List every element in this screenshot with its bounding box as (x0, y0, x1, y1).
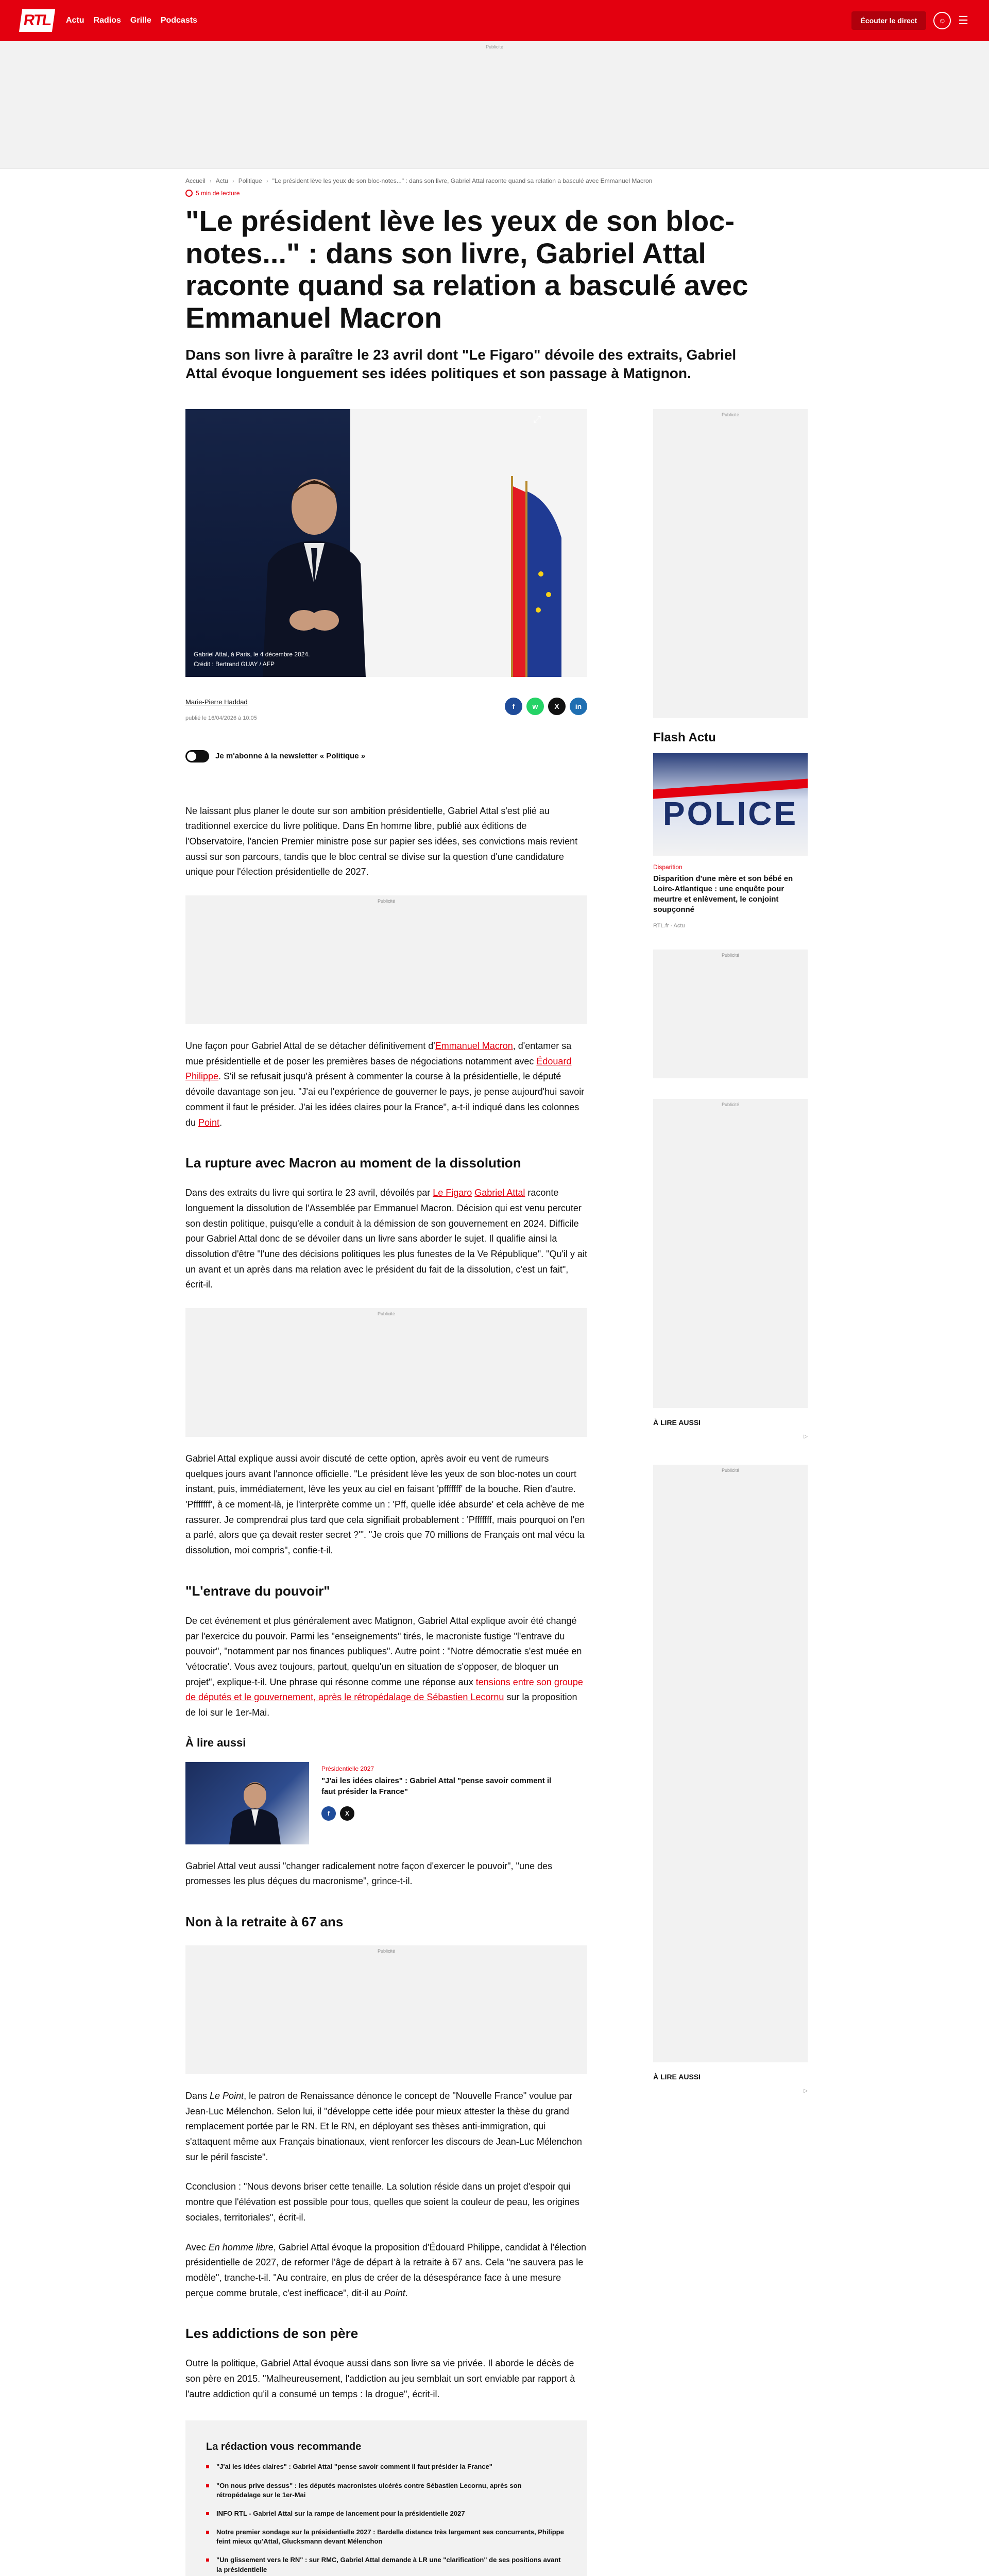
nav-link-grille[interactable]: Grille (130, 16, 151, 25)
flash-kicker: Disparition (653, 863, 683, 871)
article-headline: "Le président lève les yeux de son bloc-notes..." : dans son livre, Gabriel Attal raconte quand sa relation a basculé avec Emmanuel Macron (185, 205, 748, 334)
ad-label: Publicité (377, 1948, 396, 1954)
article-subhead: Dans son livre à paraître le 23 avril dont "Le Figaro" dévoile des extraits, Gabriel Attal évoque longuement ses idées politiques et son passage à Matignon. (185, 346, 737, 382)
article-main (185, 409, 587, 2576)
paragraph-4: Gabriel Attal explique aussi avoir discuté de cette option, après avoir eu vent de rumeurs quelques jours avant l'annonce officielle. "Le président lève les yeux de son bloc-notes un court instant, puis, immédiatement, lève les yeux au ciel en faisant 'pfffffff' de la bouche. Rien d'autre. 'Pfffffff', à ce moment-là, je l'interprète comme un : 'Pff, quelle idée absurde' et cela achève de me rassurer. Je comprendrai plus tard que cela signifiait probablement : 'Pfffffff, mais pourquoi on l'en a parlé, alors que ça devait rester secret ?'". "Je crois que 70 millions de Français ont mal vécu la dissolution, moi compris", confie-t-il. (185, 1453, 585, 1556)
breadcrumb: Accueil › Actu › Politique › "Le président lève les yeux de son bloc-notes..." : dans son livre, Gabriel Attal raconte quand sa relation a basculé avec Emmanuel Macron (185, 177, 653, 184)
recommendation-text[interactable]: "J'ai les idées claires" : Gabriel Attal "pense savoir comment il faut présider la France" (216, 2463, 492, 2471)
text-italic: En homme libre (208, 2242, 274, 2252)
flash-meta: RTL.fr · Actu (653, 922, 685, 929)
paragraph-3 (185, 1185, 587, 1293)
text: sur la proposition de loi sur le 1er-Mai. (185, 1692, 577, 1718)
ad-label: Publicité (721, 1101, 740, 1107)
section-heading-3: Non à la retraite à 67 ans (185, 1914, 344, 1930)
text-italic: Le Point (210, 2091, 244, 2102)
related-article (185, 1736, 587, 1844)
listen-live-button[interactable]: Écouter le direct (851, 11, 927, 30)
link-le-point[interactable]: Point (198, 1117, 220, 1128)
whatsapp-icon[interactable]: w (526, 698, 544, 715)
newsletter-toggle-label: Je m'abonne à la newsletter « Politique » (215, 752, 366, 761)
recommendation-text[interactable]: "On nous prive dessus" : les députés macronistes ulcérés contre Sébastien Lecornu, après son rétropédalage sur le 1er-Mai (216, 2481, 522, 2499)
paragraph-5 (185, 1614, 587, 1721)
flash-actu-image[interactable] (653, 753, 808, 856)
flash-actu-title: Flash Actu (653, 730, 716, 744)
section-heading-1: La rupture avec Macron au moment de la dissolution (185, 1155, 521, 1171)
ad-label: Publicité (721, 952, 740, 958)
breadcrumb-politique[interactable]: Politique (238, 177, 262, 184)
photo-caption (194, 650, 310, 669)
text: . (219, 1117, 223, 1128)
text: , Gabriel Attal évoque la proposition d'Édouard Philippe, candidat à l'élection présidentielle de 2027, de reformer l'âge de départ à la retraite à 67 ans. Cela "ne sauvera pas le modèle", tranche-t-il. "Au contraire, en plus de créer de la désespérance face à une mesure perçue comme brutale, c'est inefficace", dit-il au (185, 2242, 587, 2298)
text: De cet événement et plus généralement avec Matignon, Gabriel Attal explique avoir été changé par l'exercice du pouvoir. Parmi les "enseignements" tirés, le macroniste fustige "l'entrave du pouvoir", "notamment par nos finances publiques". Autre point : "Notre démocratie s'est muée en 'vétocratie'. Vous avez toujours, partout, quelqu'un en situation de s'opposer, de bloquer un projet", explique-t-il. Une phrase qui résonne comme une réponse aux (185, 1615, 582, 1687)
related-kicker: Présidentielle 2027 (321, 1765, 374, 1772)
top-navigation (0, 0, 989, 41)
nav-right (851, 11, 968, 30)
police-sign-text: POLICE (662, 794, 798, 832)
main-nav-links (66, 16, 197, 25)
author-link[interactable]: Marie-Pierre Haddad (185, 698, 248, 706)
x-icon[interactable]: X (548, 698, 566, 715)
link-edouard-philippe[interactable]: Édouard Philippe (185, 1056, 572, 1082)
text: , d'entamer sa mue présidentielle et de poser les premières bases de négociations notamment avec (185, 1041, 572, 1066)
publish-date: publié le 16/04/2026 à 10:05 (185, 715, 257, 721)
newsletter-toggle-row (185, 750, 587, 762)
sidebar (653, 409, 808, 2576)
related-heading[interactable]: "J'ai les idées claires" : Gabriel Attal "pense savoir comment il faut présider la France" (321, 1776, 552, 1796)
user-icon[interactable]: ☺ (933, 12, 951, 29)
recommendation-item[interactable] (206, 2509, 567, 2518)
ad-label: Publicité (721, 412, 740, 417)
paragraph-9 (185, 2240, 587, 2301)
sidebar-a-lire-aussi-1: À LIRE AUSSI (653, 1418, 701, 1427)
link-tensions-lecornu[interactable]: tensions entre son groupe de députés et le gouvernement, après le rétropédalage de Sébastien Lecornu (185, 1676, 583, 1703)
rtl-logo[interactable]: RTL (19, 9, 55, 32)
content-columns (185, 409, 808, 2576)
text: raconte longuement la dissolution de l'Assemblée par Emmanuel Macron. Décision qui est venu percuter son destin politique, puisqu'elle a conduit à la démission de son gouvernement en 2024. Difficile pour Gabriel Attal donc de se dévoiler dans un livre sans aborder le sujet. Il qualifie ainsi la dissolution d'être "l'une des décisions politiques les plus funestes de la Ve République". "Qu'il y ait un avant et un après dans ma relation avec le président du fait de la dissolution, c'est un fait", écrit-il. (185, 1188, 587, 1290)
flash-headline[interactable]: Disparition d'une mère et son bébé en Loire-Atlantique : une enquête pour meurtre et enlèvement, le conjoint soupçonné (653, 874, 793, 914)
inline-ad-3 (185, 1945, 587, 2074)
text: Dans des extraits du livre qui sortira le 23 avril, dévoilés par (185, 1188, 433, 1198)
related-title: À lire aussi (185, 1736, 246, 1749)
sidebar-widget-2 (653, 2088, 808, 2098)
text: , le patron de Renaissance dénonce le concept de "Nouvelle France" voulue par Jean-Luc Mélenchon. Selon lui, il "développe cette idée pour mieux attester la thèse du grand remplacement portée par le RN. Et le RN, en déployant ses thèses anti-immigration, qui s'attaquent même aux Français binationaux, vient renforcer les discours de Jean-Luc Mélenchon sur le péril fasciste". (185, 2091, 582, 2162)
recommendation-text[interactable]: INFO RTL - Gabriel Attal sur la rampe de lancement pour la présidentielle 2027 (216, 2509, 465, 2517)
recommendation-item[interactable] (206, 2528, 567, 2546)
text: . (405, 2287, 408, 2298)
newsletter-toggle[interactable] (185, 750, 209, 762)
recommendations-title: La rédaction vous recommande (206, 2441, 362, 2453)
related-thumbnail[interactable] (185, 1762, 309, 1844)
portrait-illustration (227, 1777, 283, 1844)
clock-icon (185, 190, 193, 197)
breadcrumb-home[interactable]: Accueil (185, 177, 206, 184)
photo-credit: Crédit : Bertrand GUAY / AFP (194, 660, 275, 668)
sidebar-ad-4 (653, 1465, 808, 2062)
recommendation-item[interactable] (206, 2555, 567, 2574)
ad-label: Publicité (485, 44, 504, 49)
recommendation-item[interactable] (206, 2481, 567, 2500)
facebook-icon[interactable]: f (505, 698, 522, 715)
x-icon[interactable]: X (340, 1806, 354, 1821)
sidebar-ad-2 (653, 950, 808, 1078)
paragraph-7 (185, 2089, 587, 2165)
page-container (185, 177, 808, 2576)
sidebar-a-lire-aussi-2: À LIRE AUSSI (653, 2072, 701, 2081)
paragraph-10: Outre la politique, Gabriel Attal évoque aussi dans son livre sa vie privée. Il aborde le décès de son père en 2015. "Malheureusement, l'addiction au jeu semblait un sort enviable par rapport à l'autre addiction qu'il a consumé un temps : la drogue", écrit-il. (185, 2358, 575, 2399)
paragraph-2 (185, 1039, 587, 1130)
text: . S'il se refusait jusqu'à présent à commenter la course à la présidentielle, le député dévoile davantage son jeu. "J'ai eu l'expérience de gouverner le pays, je pense aujourd'hui savoir comment il faut le présider. J'ai les idées claires pour la France", a-t-il indiqué dans les colonnes du (185, 1071, 585, 1128)
nav-link-podcasts[interactable]: Podcasts (160, 16, 197, 25)
breadcrumb-actu[interactable]: Actu (215, 177, 228, 184)
text-italic: Point (384, 2287, 405, 2298)
recommendation-text[interactable]: "Un glissement vers le RN" : sur RMC, Gabriel Attal demande à LR une "clarification" de ses positions avant la présidentielle (216, 2556, 561, 2573)
nav-link-radios[interactable]: Radios (93, 16, 121, 25)
paragraph-1: Ne laissant plus planer le doute sur son ambition présidentielle, Gabriel Attal s'est plié au traditionnel exercice du livre politique. Dans En homme libre, publié aux éditions de l'Observatoire, l'ancien Premier ministre pose sur papier ses idées, ses convictions mais revient aussi sur son parcours, tandis que le bloc central se divise sur la question d'une candidature unique pour l'élection présidentielle de 2027. (185, 805, 578, 877)
eu-flag-illustration (520, 481, 567, 677)
related-card[interactable] (185, 1762, 587, 1844)
share-buttons (505, 698, 587, 715)
menu-icon[interactable]: ☰ (958, 14, 968, 27)
article-photo[interactable] (185, 409, 587, 677)
section-heading-4: Les addictions de son père (185, 2326, 359, 2342)
link-le-figaro[interactable]: Le Figaro (433, 1188, 472, 1198)
text: Une façon pour Gabriel Attal de se détacher définitivement d' (185, 1041, 435, 1052)
nav-link-actu[interactable]: Actu (66, 16, 84, 25)
paragraph-8: Cconclusion : "Nous devons briser cette tenaille. La solution réside dans un projet d'espoir qui montre que l'élévation est possible pour tous, quelles que soient la couleur de peau, les origines sociales, territoriales", écrit-il. (185, 2181, 579, 2223)
recommendation-text[interactable]: Notre premier sondage sur la présidentielle 2027 : Bardella distance très largement ses concurrents, Philippe feint mieux qu'Attal, Glucksmann devant Mélenchon (216, 2528, 564, 2546)
text: Avec (185, 2242, 209, 2252)
ad-label: Publicité (721, 1467, 740, 1473)
recommendation-item[interactable] (206, 2462, 567, 2471)
expand-icon[interactable]: ⤢ (533, 414, 541, 425)
reading-time (185, 190, 804, 197)
link-gabriel-attal[interactable]: Gabriel Attal (474, 1188, 525, 1198)
info-icon[interactable]: ▷ (804, 2088, 808, 2094)
text: Dans (185, 2091, 210, 2102)
section-heading-2: "L'entrave du pouvoir" (185, 1583, 330, 1599)
info-icon[interactable]: ▷ (804, 1433, 808, 1439)
sidebar-ad-3 (653, 1099, 808, 1408)
sidebar-widget-1 (653, 1434, 808, 1444)
byline (185, 698, 587, 721)
ad-label: Publicité (377, 1311, 396, 1317)
linkedin-icon[interactable]: in (570, 698, 587, 715)
portrait-illustration (247, 466, 381, 677)
reading-time-label: 5 min de lecture (196, 190, 240, 197)
facebook-icon[interactable]: f (321, 1806, 336, 1821)
sidebar-ad-1 (653, 409, 808, 718)
breadcrumb-current: "Le président lève les yeux de son bloc-notes..." : dans son livre, Gabriel Attal raconte quand sa relation a basculé avec Emmanuel Macron (272, 177, 653, 184)
ad-label: Publicité (377, 899, 396, 904)
photo-caption-text: Gabriel Attal, à Paris, le 4 décembre 2024. (194, 651, 310, 658)
related-share-buttons (321, 1806, 558, 1821)
inline-ad-1 (185, 895, 587, 1024)
inline-ad-2 (185, 1308, 587, 1437)
top-ad-banner (0, 41, 989, 169)
paragraph-6: Gabriel Attal veut aussi "changer radicalement notre façon d'exercer le pouvoir", "une des promesses les plus déçues du macronisme", grince-t-il. (185, 1860, 553, 1887)
link-emmanuel-macron[interactable]: Emmanuel Macron (435, 1041, 513, 1052)
recommendations-box (185, 2420, 587, 2576)
